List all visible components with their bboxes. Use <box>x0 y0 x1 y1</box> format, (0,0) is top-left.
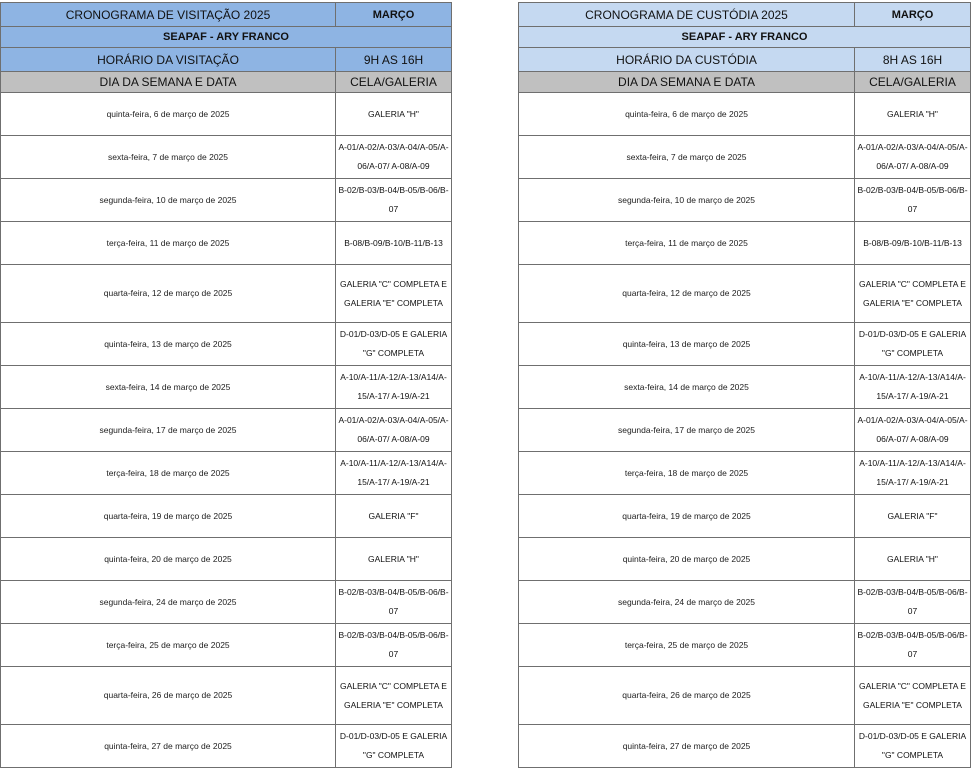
row-date: segunda-feira, 10 de março de 2025 <box>1 179 336 222</box>
column-header-cell: CELA/GALERIA <box>336 72 452 93</box>
row-cell-gallery: A-10/A-11/A-12/A-13/A14/A-15/A-17/ A-19/A-21 <box>855 366 971 409</box>
row-date: quarta-feira, 12 de março de 2025 <box>519 265 855 323</box>
row-date: segunda-feira, 17 de março de 2025 <box>1 409 336 452</box>
row-date: quinta-feira, 6 de março de 2025 <box>519 93 855 136</box>
row-cell-gallery: GALERIA "H" <box>336 93 452 136</box>
row-date: quarta-feira, 26 de março de 2025 <box>519 667 855 725</box>
table-row <box>1 179 452 222</box>
table-row <box>519 538 971 581</box>
row-cell-gallery: GALERIA "H" <box>855 93 971 136</box>
row-date: quinta-feira, 13 de março de 2025 <box>1 323 336 366</box>
row-date: sexta-feira, 14 de março de 2025 <box>519 366 855 409</box>
row-cell-gallery: D-01/D-03/D-05 E GALERIA "G" COMPLETA <box>855 725 971 768</box>
table-row <box>519 222 971 265</box>
table-row <box>519 624 971 667</box>
row-date: quarta-feira, 12 de março de 2025 <box>1 265 336 323</box>
row-date: segunda-feira, 17 de março de 2025 <box>519 409 855 452</box>
row-cell-gallery: B-02/B-03/B-04/B-05/B-06/B-07 <box>855 179 971 222</box>
table-row <box>519 581 971 624</box>
row-cell-gallery: GALERIA "H" <box>855 538 971 581</box>
table-row <box>1 93 452 136</box>
row-date: terça-feira, 18 de março de 2025 <box>519 452 855 495</box>
table-title: CRONOGRAMA DE CUSTÓDIA 2025 <box>519 3 855 27</box>
column-header-day: DIA DA SEMANA E DATA <box>519 72 855 93</box>
table-row <box>519 725 971 768</box>
table-row <box>519 323 971 366</box>
row-cell-gallery: GALERIA "C" COMPLETA E GALERIA "E" COMPLETA <box>855 265 971 323</box>
row-cell-gallery: A-01/A-02/A-03/A-04/A-05/A-06/A-07/ A-08/A-09 <box>855 409 971 452</box>
row-cell-gallery: D-01/D-03/D-05 E GALERIA "G" COMPLETA <box>855 323 971 366</box>
table-row <box>1 581 452 624</box>
table-row <box>1 222 452 265</box>
table-row <box>519 667 971 725</box>
table-row <box>1 495 452 538</box>
row-date: sexta-feira, 14 de março de 2025 <box>1 366 336 409</box>
row-cell-gallery: A-01/A-02/A-03/A-04/A-05/A-06/A-07/ A-08/A-09 <box>336 409 452 452</box>
row-cell-gallery: GALERIA "F" <box>336 495 452 538</box>
row-cell-gallery: A-10/A-11/A-12/A-13/A14/A-15/A-17/ A-19/A-21 <box>336 366 452 409</box>
row-date: segunda-feira, 24 de março de 2025 <box>1 581 336 624</box>
table-row <box>1 265 452 323</box>
table-row <box>1 452 452 495</box>
table-row <box>1 409 452 452</box>
row-date: terça-feira, 25 de março de 2025 <box>519 624 855 667</box>
table-row <box>519 265 971 323</box>
table-row <box>1 323 452 366</box>
table-title: CRONOGRAMA DE VISITAÇÃO 2025 <box>1 3 336 27</box>
table-row <box>519 452 971 495</box>
row-date: segunda-feira, 24 de março de 2025 <box>519 581 855 624</box>
table-row <box>519 495 971 538</box>
row-date: quinta-feira, 13 de março de 2025 <box>519 323 855 366</box>
table-row <box>519 93 971 136</box>
row-date: quarta-feira, 26 de março de 2025 <box>1 667 336 725</box>
table-row <box>1 725 452 768</box>
table-row <box>1 624 452 667</box>
table-row <box>519 409 971 452</box>
visitation-schedule-table <box>0 2 452 768</box>
row-cell-gallery: GALERIA "F" <box>855 495 971 538</box>
row-cell-gallery: A-01/A-02/A-03/A-04/A-05/A-06/A-07/ A-08/A-09 <box>336 136 452 179</box>
row-cell-gallery: A-10/A-11/A-12/A-13/A14/A-15/A-17/ A-19/A-21 <box>336 452 452 495</box>
schedule-label: HORÁRIO DA VISITAÇÃO <box>1 48 336 72</box>
table-row <box>1 136 452 179</box>
row-cell-gallery: GALERIA "C" COMPLETA E GALERIA "E" COMPLETA <box>336 667 452 725</box>
row-date: terça-feira, 25 de março de 2025 <box>1 624 336 667</box>
row-cell-gallery: D-01/D-03/D-05 E GALERIA "G" COMPLETA <box>336 725 452 768</box>
row-cell-gallery: A-01/A-02/A-03/A-04/A-05/A-06/A-07/ A-08/A-09 <box>855 136 971 179</box>
column-header-cell: CELA/GALERIA <box>855 72 971 93</box>
month-label: MARÇO <box>336 3 452 27</box>
row-date: quinta-feira, 20 de março de 2025 <box>519 538 855 581</box>
row-date: quinta-feira, 27 de março de 2025 <box>519 725 855 768</box>
row-date: quarta-feira, 19 de março de 2025 <box>1 495 336 538</box>
row-date: segunda-feira, 10 de março de 2025 <box>519 179 855 222</box>
row-cell-gallery: B-02/B-03/B-04/B-05/B-06/B-07 <box>336 179 452 222</box>
row-date: quinta-feira, 20 de março de 2025 <box>1 538 336 581</box>
table-row <box>519 366 971 409</box>
unit-name: SEAPAF - ARY FRANCO <box>519 27 971 48</box>
row-date: sexta-feira, 7 de março de 2025 <box>1 136 336 179</box>
table-row <box>1 366 452 409</box>
row-cell-gallery: A-10/A-11/A-12/A-13/A14/A-15/A-17/ A-19/A-21 <box>855 452 971 495</box>
table-row <box>1 538 452 581</box>
schedule-label: HORÁRIO DA CUSTÓDIA <box>519 48 855 72</box>
row-date: terça-feira, 11 de março de 2025 <box>1 222 336 265</box>
row-cell-gallery: GALERIA "H" <box>336 538 452 581</box>
row-cell-gallery: GALERIA "C" COMPLETA E GALERIA "E" COMPLETA <box>855 667 971 725</box>
row-cell-gallery: B-02/B-03/B-04/B-05/B-06/B-07 <box>855 581 971 624</box>
table-row <box>1 667 452 725</box>
schedule-hours: 9H AS 16H <box>336 48 452 72</box>
row-date: terça-feira, 11 de março de 2025 <box>519 222 855 265</box>
row-cell-gallery: B-08/B-09/B-10/B-11/B-13 <box>855 222 971 265</box>
unit-name: SEAPAF - ARY FRANCO <box>1 27 452 48</box>
row-cell-gallery: B-02/B-03/B-04/B-05/B-06/B-07 <box>336 624 452 667</box>
schedule-hours: 8H AS 16H <box>855 48 971 72</box>
row-date: terça-feira, 18 de março de 2025 <box>1 452 336 495</box>
month-label: MARÇO <box>855 3 971 27</box>
row-date: sexta-feira, 7 de março de 2025 <box>519 136 855 179</box>
row-cell-gallery: B-02/B-03/B-04/B-05/B-06/B-07 <box>855 624 971 667</box>
column-header-day: DIA DA SEMANA E DATA <box>1 72 336 93</box>
row-cell-gallery: B-08/B-09/B-10/B-11/B-13 <box>336 222 452 265</box>
row-date: quinta-feira, 6 de março de 2025 <box>1 93 336 136</box>
row-cell-gallery: D-01/D-03/D-05 E GALERIA "G" COMPLETA <box>336 323 452 366</box>
row-cell-gallery: B-02/B-03/B-04/B-05/B-06/B-07 <box>336 581 452 624</box>
row-date: quarta-feira, 19 de março de 2025 <box>519 495 855 538</box>
table-row <box>519 179 971 222</box>
row-cell-gallery: GALERIA "C" COMPLETA E GALERIA "E" COMPLETA <box>336 265 452 323</box>
table-row <box>519 136 971 179</box>
custody-schedule-table <box>518 2 971 768</box>
row-date: quinta-feira, 27 de março de 2025 <box>1 725 336 768</box>
